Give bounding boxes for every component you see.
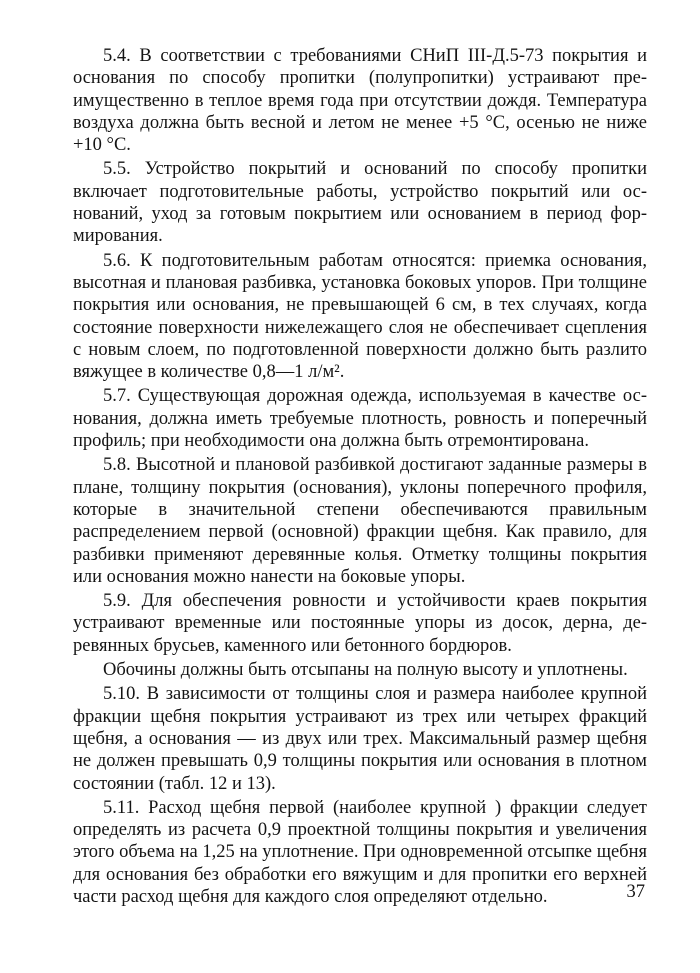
paragraph-5-6: 5.6. К подготовительным работам относятся: приемка основания, высотная и плановая разбивка, установка боковых упоров. При толщине покрытия или основания, не превышающей 6 см, в тех случаях, когда состояние поверхности нижележащего слоя не обеспечивает сцепления с новым слоем, по подготовленной поверхности должно быть разлито вяжущее в количестве 0,8—1 л/м². [73,250,647,383]
paragraph-5-5: 5.5. Устройство покрытий и оснований по способу пропитки включает подготовительные работы, устройство покрытий или оснований, уход за готовым покрытием или основанием в период формирования. [73,159,647,247]
paragraph-shoulders: Обочины должны быть отсыпаны на полную высоту и уплотнены. [103,660,628,681]
paragraph-5-11: 5.11. Расход щебня первой (наиболее крупной ) фракции следует определять из расчета 0,9 проектной толщины покрытия и увеличения этого объема на 1,25 на уплотнение. При одновременной отсыпке щебня для основания без обработки его вяжущим и для пропитки его верхней части расход щебня для каждого слоя определяют отдельно. [73,797,647,907]
paragraph-5-8: 5.8. Высотной и плановой разбивкой достигают заданные размеры в плане, толщину покрытия (основания), уклоны поперечного профиля, которые в значительной степени обеспечиваются правильным распределением первой (основной) фракции щебня. Как правило, для разбивки применяют деревянные колья. Отметку толщины покрытия или основания можно нанести на боковые упоры. [73,455,647,587]
body-text [73,45,647,908]
paragraph-5-9: 5.9. Для обеспечения ровности и устойчивости краев покрытия устраивают временные или постоянные упоры из досок, дерна, деревянных брусьев, каменного или бетонного бордюров. [73,591,647,656]
paragraph-5-7: 5.7. Существующая дорожная одежда, используемая в качестве основания, должна иметь требуемые плотность, ровность и поперечный профиль; при необходимости она должна быть отремонтирована. [73,386,647,452]
page-number: 37 [626,882,645,902]
paragraph-5-4: 5.4. В соответствии с требованиями СНиП III-Д.5-73 покрытия и основания по способу пропитки (полупропитки) устраивают преимущественно в теплое время года при отсутствии дождя. Температура воздуха должна быть весной и летом не менее +5 °С, осенью не ниже +10 °С. [73,46,647,156]
paragraph-5-10: 5.10. В зависимости от толщины слоя и размера наиболее крупной фракции щебня покрытия устраивают из трех или четырех фракций щебня, а основания — из двух или трех. Максимальный размер щебня не должен превышать 0,9 толщины покрытия или основания в плотном состоянии (табл. 12 и 13). [73,684,647,794]
